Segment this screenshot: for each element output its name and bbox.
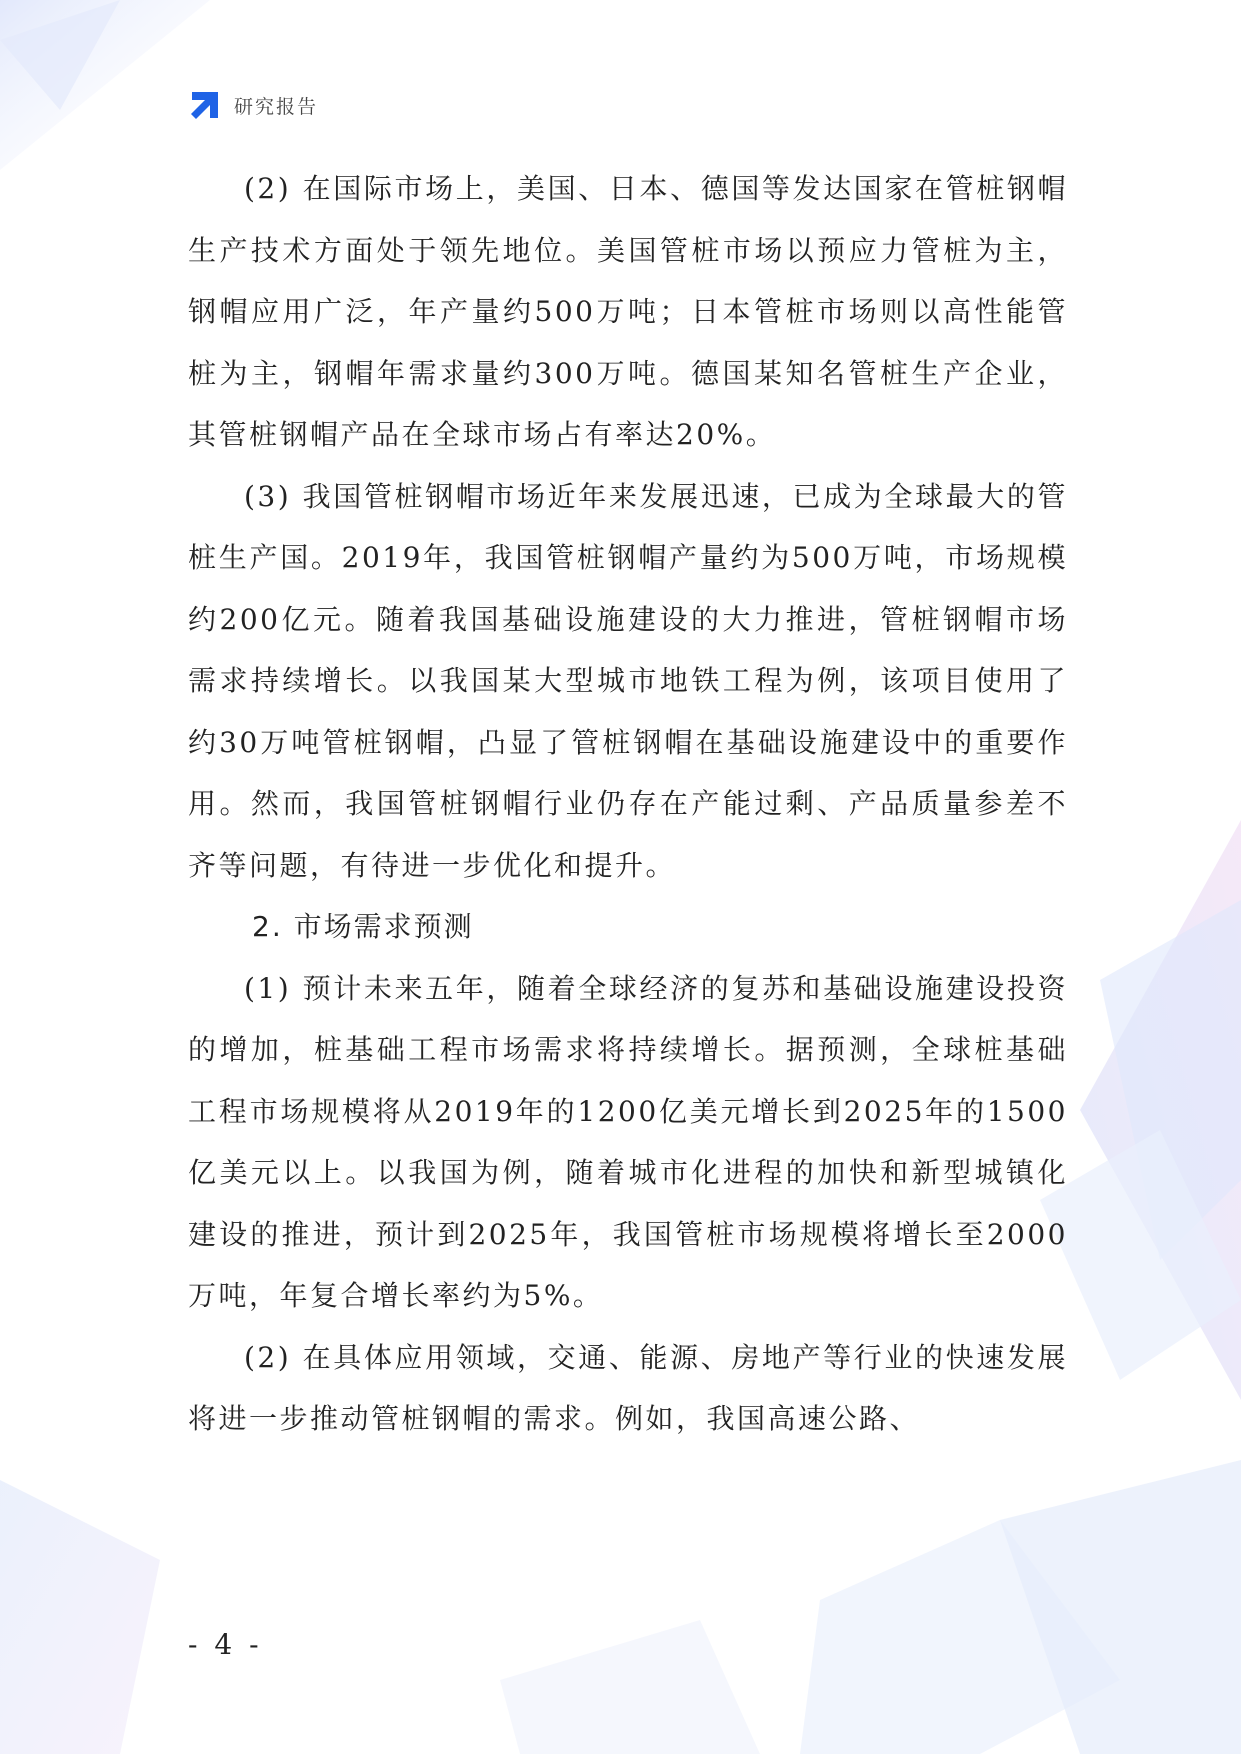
arrow-up-right-icon <box>188 88 222 122</box>
section-heading: 2. 市场需求预测 <box>252 910 474 943</box>
paragraph: (2) 在具体应用领域，交通、能源、房地产等行业的快速发展将进一步推动管桩钢帽的需求。例如，我国高速公路、 <box>188 1340 1068 1435</box>
header-title: 研究报告 <box>234 95 319 118</box>
page-number: - 4 - <box>188 1628 263 1661</box>
paragraph: (2) 在国际市场上，美国、日本、德国等发达国家在管桩钢帽生产技术方面处于领先地位。美国管桩市场以预应力管桩为主，钢帽应用广泛，年产量约500万吨；日本管桩市场则以高性能管桩为主，钢帽年需求量约300万吨。德国某知名管桩生产企业，其管桩钢帽产品在全球市场占有率达20%。 <box>188 172 1068 451</box>
report-header <box>188 88 318 122</box>
paragraph: (3) 我国管桩钢帽市场近年来发展迅速，已成为全球最大的管桩生产国。2019年，我国管桩钢帽产量约为500万吨，市场规模约200亿元。随着我国基础设施建设的大力推进，管桩钢帽市场需求持续增长。以我国某大型城市地铁工程为例，该项目使用了约30万吨管桩钢帽，凸显了管桩钢帽在基础设施建设中的重要作用。然而，我国管桩钢帽行业仍存在产能过剩、产品质量参差不齐等问题，有待进一步优化和提升。 <box>188 479 1068 882</box>
document-body <box>188 158 1068 1450</box>
paragraph: (1) 预计未来五年，随着全球经济的复苏和基础设施建设投资的增加，桩基础工程市场需求将持续增长。据预测，全球桩基础工程市场规模将从2019年的1200亿美元增长到2025年的1500亿美元以上。以我国为例，随着城市化进程的加快和新型城镇化建设的推进，预计到2025年，我国管桩市场规模将增长至2000万吨，年复合增长率约为5%。 <box>188 971 1068 1312</box>
